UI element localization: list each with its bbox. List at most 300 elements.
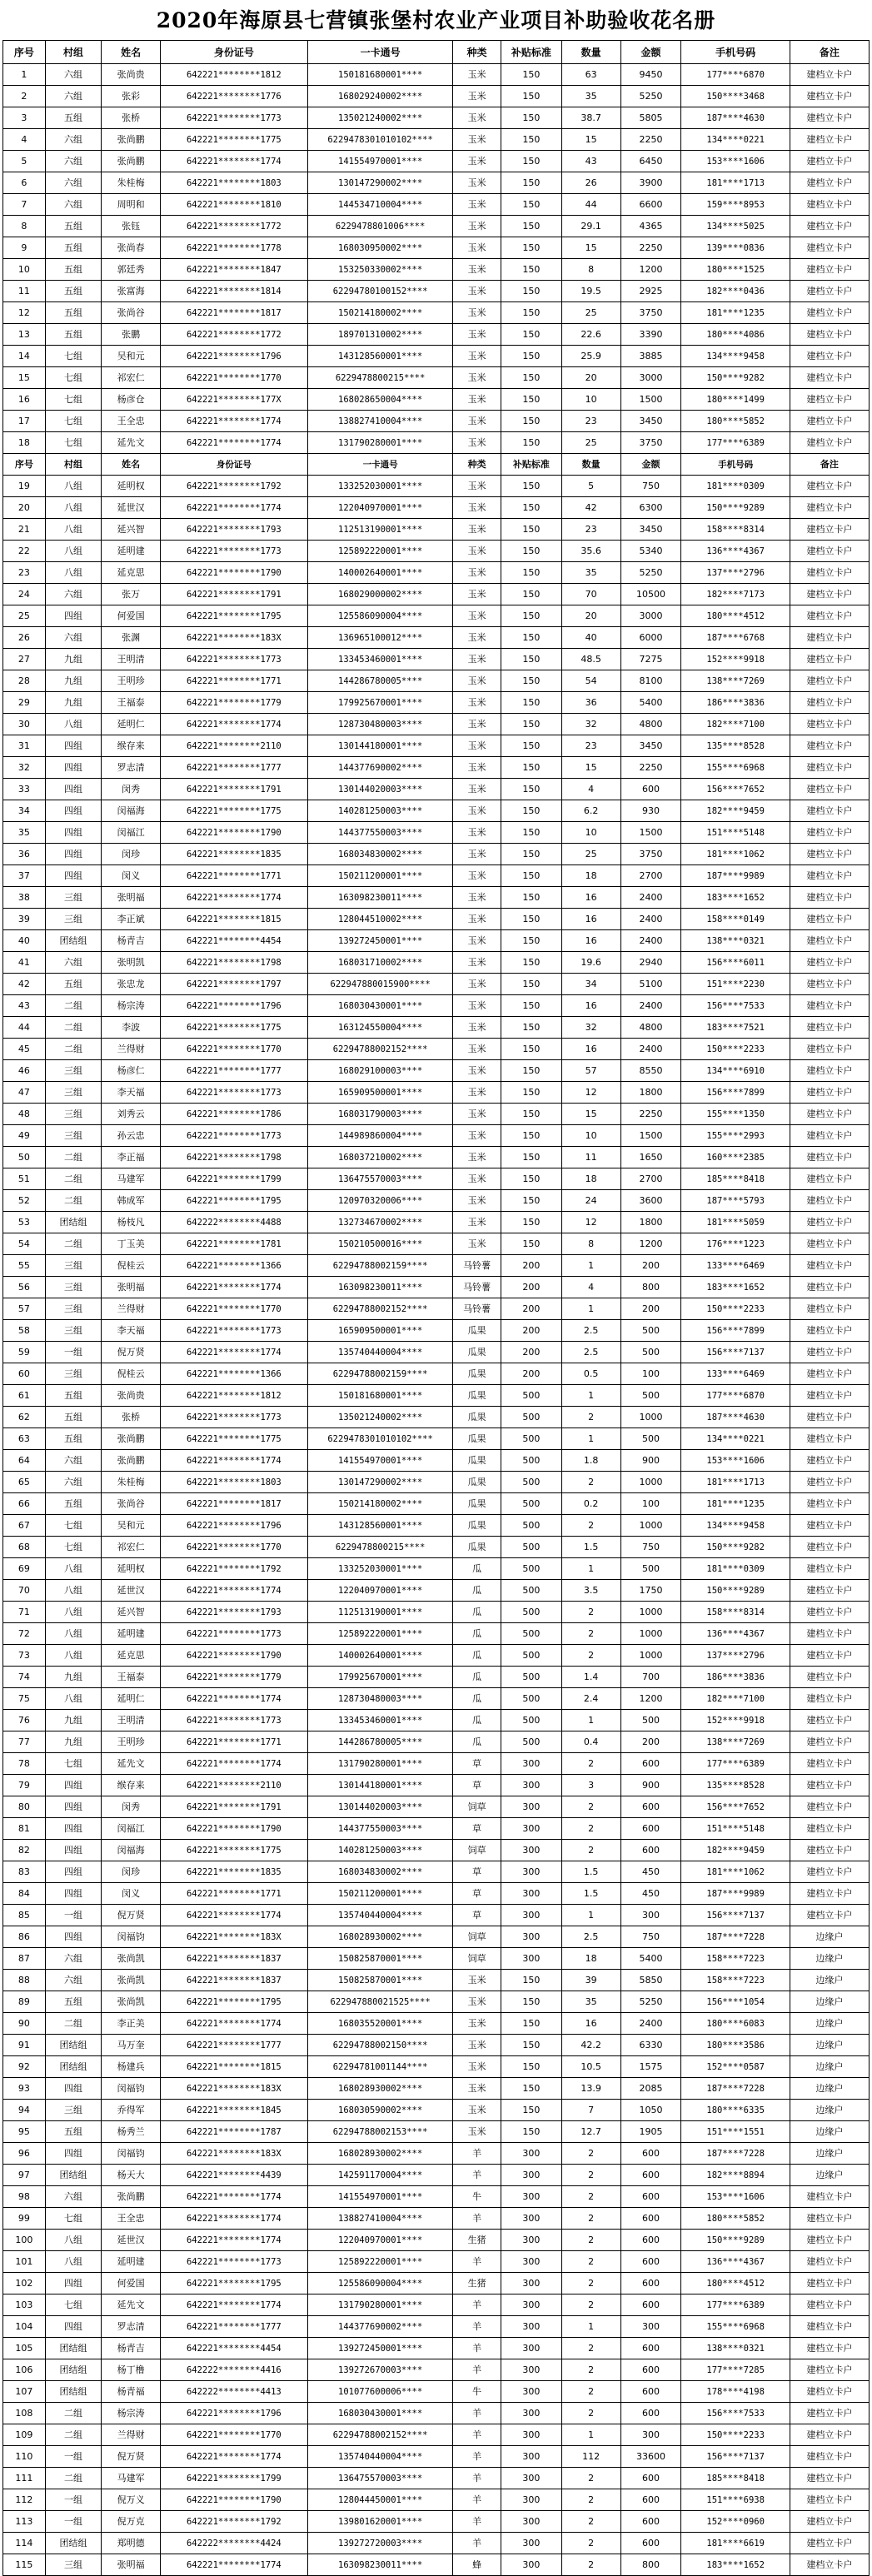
serial-cell: 19 bbox=[3, 476, 46, 497]
table-row bbox=[3, 584, 870, 605]
name-cell: 闵义 bbox=[102, 865, 161, 887]
card-number-cell: 128730480003**** bbox=[307, 1688, 453, 1710]
remark-cell: 建档立卡户 bbox=[790, 281, 869, 302]
col-header-subsidy-rate: 补贴标准 bbox=[501, 41, 561, 64]
table-row bbox=[3, 1342, 870, 1363]
phone-cell: 187****9989 bbox=[681, 865, 790, 887]
category-cell: 玉米 bbox=[453, 714, 501, 735]
table-row bbox=[3, 1039, 870, 1060]
name-cell: 祁宏仁 bbox=[102, 367, 161, 389]
quantity-cell: 24 bbox=[561, 1190, 620, 1212]
amount-cell: 8100 bbox=[620, 670, 681, 692]
id-number-cell: 642221********1774 bbox=[160, 1905, 307, 1926]
amount-cell: 600 bbox=[620, 2251, 681, 2273]
serial-cell: 80 bbox=[3, 1796, 46, 1818]
table-row bbox=[3, 1277, 870, 1298]
category-cell: 羊 bbox=[453, 2489, 501, 2511]
amount-cell: 500 bbox=[620, 1320, 681, 1342]
group-cell: 九组 bbox=[45, 1731, 101, 1753]
card-number-cell: 62294788002159**** bbox=[307, 1255, 453, 1277]
serial-cell: 44 bbox=[3, 1017, 46, 1039]
category-cell: 玉米 bbox=[453, 2100, 501, 2121]
card-number-cell: 143128560001**** bbox=[307, 346, 453, 367]
id-number-cell: 642221********1835 bbox=[160, 844, 307, 865]
table-row bbox=[3, 86, 870, 107]
table-row bbox=[3, 2511, 870, 2533]
name-cell: 吴和元 bbox=[102, 1515, 161, 1537]
serial-cell: 43 bbox=[3, 995, 46, 1017]
id-number-cell: 642221********183X bbox=[160, 2143, 307, 2165]
table-row bbox=[3, 562, 870, 584]
card-number-cell: 62294788002152**** bbox=[307, 1298, 453, 1320]
amount-cell: 2400 bbox=[620, 2013, 681, 2035]
phone-cell: 156****7137 bbox=[681, 1905, 790, 1926]
name-cell: 倪万贤 bbox=[102, 2446, 161, 2468]
serial-cell: 30 bbox=[3, 714, 46, 735]
id-number-cell: 642221********183X bbox=[160, 627, 307, 649]
quantity-cell: 0.2 bbox=[561, 1493, 620, 1515]
card-number-cell: 163098230011**** bbox=[307, 2554, 453, 2576]
serial-cell: 99 bbox=[3, 2208, 46, 2230]
name-cell: 张尚谷 bbox=[102, 1493, 161, 1515]
category-cell: 瓜 bbox=[453, 1623, 501, 1645]
id-number-cell: 642221********2110 bbox=[160, 735, 307, 757]
table-row bbox=[3, 2554, 870, 2576]
category-cell: 瓜 bbox=[453, 1731, 501, 1753]
subsidy-rate-cell: 300 bbox=[501, 2186, 561, 2208]
id-number-cell: 642221********1774 bbox=[160, 151, 307, 172]
category-cell: 玉米 bbox=[453, 411, 501, 432]
card-number-cell: 一卡通号 bbox=[307, 454, 453, 476]
card-number-cell: 130147290002**** bbox=[307, 1472, 453, 1493]
card-number-cell: 138827410004**** bbox=[307, 411, 453, 432]
id-number-cell: 642221********1773 bbox=[160, 541, 307, 562]
id-number-cell: 642221********1790 bbox=[160, 1645, 307, 1667]
amount-cell: 600 bbox=[620, 2143, 681, 2165]
phone-cell: 135****8528 bbox=[681, 735, 790, 757]
phone-cell: 134****9458 bbox=[681, 1515, 790, 1537]
remark-cell: 建档立卡户 bbox=[790, 2554, 869, 2576]
table-row bbox=[3, 1926, 870, 1948]
subsidy-rate-cell: 150 bbox=[501, 476, 561, 497]
category-cell: 玉米 bbox=[453, 930, 501, 952]
subsidy-rate-cell: 150 bbox=[501, 670, 561, 692]
table-row bbox=[3, 1818, 870, 1840]
serial-cell: 70 bbox=[3, 1580, 46, 1602]
card-number-cell: 131790280001**** bbox=[307, 1753, 453, 1775]
serial-cell: 12 bbox=[3, 302, 46, 324]
category-cell: 玉米 bbox=[453, 584, 501, 605]
serial-cell: 3 bbox=[3, 107, 46, 129]
category-cell: 羊 bbox=[453, 2316, 501, 2338]
name-cell: 闵福海 bbox=[102, 1840, 161, 1861]
id-number-cell: 642221********1770 bbox=[160, 2424, 307, 2446]
subsidy-rate-cell: 150 bbox=[501, 779, 561, 800]
phone-cell: 155****1350 bbox=[681, 1104, 790, 1125]
card-number-cell: 622947880021525**** bbox=[307, 1991, 453, 2013]
group-cell: 四组 bbox=[45, 2143, 101, 2165]
subsidy-rate-cell: 150 bbox=[501, 887, 561, 909]
id-number-cell: 642221********1787 bbox=[160, 2121, 307, 2143]
subsidy-rate-cell: 300 bbox=[501, 1818, 561, 1840]
subsidy-rate-cell: 300 bbox=[501, 1775, 561, 1796]
group-cell: 村组 bbox=[45, 454, 101, 476]
remark-cell: 建档立卡户 bbox=[790, 930, 869, 952]
id-number-cell: 642221********1792 bbox=[160, 1558, 307, 1580]
subsidy-rate-cell: 150 bbox=[501, 1212, 561, 1233]
category-cell: 饲草 bbox=[453, 1796, 501, 1818]
quantity-cell: 57 bbox=[561, 1060, 620, 1082]
table-row bbox=[3, 1905, 870, 1926]
name-cell: 祁宏仁 bbox=[102, 1537, 161, 1558]
category-cell: 玉米 bbox=[453, 151, 501, 172]
serial-cell: 22 bbox=[3, 541, 46, 562]
subsidy-rate-cell: 150 bbox=[501, 1125, 561, 1147]
group-cell: 八组 bbox=[45, 476, 101, 497]
remark-cell: 建档立卡户 bbox=[790, 324, 869, 346]
serial-cell: 11 bbox=[3, 281, 46, 302]
phone-cell: 187****4630 bbox=[681, 1407, 790, 1428]
group-cell: 六组 bbox=[45, 151, 101, 172]
id-number-cell: 642221********1795 bbox=[160, 1190, 307, 1212]
quantity-cell: 32 bbox=[561, 1017, 620, 1039]
amount-cell: 300 bbox=[620, 2316, 681, 2338]
quantity-cell: 8 bbox=[561, 259, 620, 281]
category-cell: 玉米 bbox=[453, 1082, 501, 1104]
remark-cell: 建档立卡户 bbox=[790, 2273, 869, 2294]
amount-cell: 1575 bbox=[620, 2056, 681, 2078]
group-cell: 六组 bbox=[45, 172, 101, 194]
quantity-cell: 23 bbox=[561, 411, 620, 432]
quantity-cell: 12.7 bbox=[561, 2121, 620, 2143]
group-cell: 三组 bbox=[45, 2100, 101, 2121]
table-row bbox=[3, 1883, 870, 1905]
subsidy-rate-cell: 150 bbox=[501, 1039, 561, 1060]
phone-cell: 150****9289 bbox=[681, 497, 790, 519]
subsidy-rate-cell: 150 bbox=[501, 64, 561, 86]
subsidy-rate-cell: 150 bbox=[501, 1017, 561, 1039]
subsidy-rate-cell: 150 bbox=[501, 129, 561, 151]
phone-cell: 187****6768 bbox=[681, 627, 790, 649]
serial-cell: 8 bbox=[3, 216, 46, 237]
card-number-cell: 139272670003**** bbox=[307, 2359, 453, 2381]
subsidy-rate-cell: 150 bbox=[501, 432, 561, 454]
table-row bbox=[3, 1493, 870, 1515]
quantity-cell: 2 bbox=[561, 2359, 620, 2381]
group-cell: 二组 bbox=[45, 2403, 101, 2424]
remark-cell: 边缘户 bbox=[790, 2100, 869, 2121]
subsidy-rate-cell: 150 bbox=[501, 497, 561, 519]
phone-cell: 138****0321 bbox=[681, 930, 790, 952]
quantity-cell: 16 bbox=[561, 995, 620, 1017]
id-number-cell: 642221********1366 bbox=[160, 1255, 307, 1277]
card-number-cell: 144377550003**** bbox=[307, 1818, 453, 1840]
phone-cell: 150****9289 bbox=[681, 2230, 790, 2251]
phone-cell: 180****4086 bbox=[681, 324, 790, 346]
group-cell: 四组 bbox=[45, 2078, 101, 2100]
category-cell: 草 bbox=[453, 1775, 501, 1796]
name-cell: 张明凯 bbox=[102, 952, 161, 974]
category-cell: 玉米 bbox=[453, 844, 501, 865]
table-row bbox=[3, 411, 870, 432]
remark-cell: 建档立卡户 bbox=[790, 1082, 869, 1104]
name-cell: 杨枝凡 bbox=[102, 1212, 161, 1233]
remark-cell: 建档立卡户 bbox=[790, 541, 869, 562]
group-cell: 二组 bbox=[45, 1190, 101, 1212]
amount-cell: 33600 bbox=[620, 2446, 681, 2468]
card-number-cell: 125586090004**** bbox=[307, 2273, 453, 2294]
amount-cell: 600 bbox=[620, 2359, 681, 2381]
table-row bbox=[3, 2424, 870, 2446]
quantity-cell: 1 bbox=[561, 1428, 620, 1450]
group-cell: 八组 bbox=[45, 562, 101, 584]
table-row bbox=[3, 952, 870, 974]
name-cell: 罗志清 bbox=[102, 757, 161, 779]
quantity-cell: 2 bbox=[561, 2338, 620, 2359]
id-number-cell: 642221********1837 bbox=[160, 1970, 307, 1991]
serial-cell: 91 bbox=[3, 2035, 46, 2056]
group-cell: 四组 bbox=[45, 844, 101, 865]
quantity-cell: 数量 bbox=[561, 454, 620, 476]
name-cell: 闵福江 bbox=[102, 1818, 161, 1840]
phone-cell: 156****7652 bbox=[681, 1796, 790, 1818]
serial-cell: 111 bbox=[3, 2468, 46, 2489]
card-number-cell: 131790280001**** bbox=[307, 432, 453, 454]
table-row bbox=[3, 64, 870, 86]
name-cell: 闵福钧 bbox=[102, 2143, 161, 2165]
name-cell: 延先文 bbox=[102, 1753, 161, 1775]
serial-cell: 76 bbox=[3, 1710, 46, 1731]
card-number-cell: 150181680001**** bbox=[307, 64, 453, 86]
card-number-cell: 144286780005**** bbox=[307, 670, 453, 692]
category-cell: 饲草 bbox=[453, 1926, 501, 1948]
subsidy-rate-cell: 500 bbox=[501, 1710, 561, 1731]
subsidy-rate-cell: 300 bbox=[501, 2446, 561, 2468]
subsidy-rate-cell: 150 bbox=[501, 930, 561, 952]
id-number-cell: 642221********183X bbox=[160, 2078, 307, 2100]
phone-cell: 180****1499 bbox=[681, 389, 790, 411]
id-number-cell: 642221********1795 bbox=[160, 2273, 307, 2294]
id-number-cell: 642221********1812 bbox=[160, 1385, 307, 1407]
subsidy-rate-cell: 500 bbox=[501, 1731, 561, 1753]
serial-cell: 15 bbox=[3, 367, 46, 389]
card-number-cell: 150214180002**** bbox=[307, 302, 453, 324]
group-cell: 八组 bbox=[45, 1558, 101, 1580]
id-number-cell: 642221********1793 bbox=[160, 519, 307, 541]
id-number-cell: 642221********1799 bbox=[160, 1168, 307, 1190]
card-number-cell: 163124550004**** bbox=[307, 1017, 453, 1039]
id-number-cell: 642221********1773 bbox=[160, 1082, 307, 1104]
id-number-cell: 642221********1773 bbox=[160, 2251, 307, 2273]
amount-cell: 600 bbox=[620, 779, 681, 800]
phone-cell: 156****7533 bbox=[681, 2403, 790, 2424]
amount-cell: 100 bbox=[620, 1493, 681, 1515]
amount-cell: 5340 bbox=[620, 541, 681, 562]
name-cell: 闵福海 bbox=[102, 800, 161, 822]
id-number-cell: 642221********1770 bbox=[160, 1537, 307, 1558]
quantity-cell: 1.4 bbox=[561, 1667, 620, 1688]
id-number-cell: 642221********1845 bbox=[160, 2100, 307, 2121]
quantity-cell: 1 bbox=[561, 1298, 620, 1320]
subsidy-rate-cell: 150 bbox=[501, 151, 561, 172]
card-number-cell: 150211200001**** bbox=[307, 1883, 453, 1905]
name-cell: 张尚凯 bbox=[102, 1991, 161, 2013]
phone-cell: 156****7899 bbox=[681, 1320, 790, 1342]
phone-cell: 133****6469 bbox=[681, 1255, 790, 1277]
name-cell: 杨彦仁 bbox=[102, 1060, 161, 1082]
group-cell: 八组 bbox=[45, 541, 101, 562]
name-cell: 延明仁 bbox=[102, 1688, 161, 1710]
quantity-cell: 15 bbox=[561, 129, 620, 151]
category-cell: 玉米 bbox=[453, 302, 501, 324]
id-number-cell: 642222********4488 bbox=[160, 1212, 307, 1233]
table-row bbox=[3, 346, 870, 367]
subsidy-rate-cell: 150 bbox=[501, 974, 561, 995]
phone-cell: 135****8528 bbox=[681, 1775, 790, 1796]
id-number-cell: 642221********1775 bbox=[160, 1017, 307, 1039]
amount-cell: 4800 bbox=[620, 714, 681, 735]
serial-cell: 59 bbox=[3, 1342, 46, 1363]
subsidy-rate-cell: 150 bbox=[501, 844, 561, 865]
serial-cell: 37 bbox=[3, 865, 46, 887]
name-cell: 郭廷秀 bbox=[102, 259, 161, 281]
quantity-cell: 1 bbox=[561, 1255, 620, 1277]
phone-cell: 136****4367 bbox=[681, 1623, 790, 1645]
remark-cell: 建档立卡户 bbox=[790, 584, 869, 605]
category-cell: 羊 bbox=[453, 2511, 501, 2533]
quantity-cell: 2.5 bbox=[561, 1926, 620, 1948]
phone-cell: 152****0587 bbox=[681, 2056, 790, 2078]
amount-cell: 500 bbox=[620, 1558, 681, 1580]
remark-cell: 建档立卡户 bbox=[790, 1363, 869, 1385]
group-cell: 二组 bbox=[45, 1017, 101, 1039]
amount-cell: 1750 bbox=[620, 1580, 681, 1602]
quantity-cell: 12 bbox=[561, 1212, 620, 1233]
amount-cell: 800 bbox=[620, 1277, 681, 1298]
serial-cell: 95 bbox=[3, 2121, 46, 2143]
remark-cell: 建档立卡户 bbox=[790, 1277, 869, 1298]
quantity-cell: 1 bbox=[561, 2424, 620, 2446]
quantity-cell: 5 bbox=[561, 476, 620, 497]
id-number-cell: 642221********1773 bbox=[160, 649, 307, 670]
table-subheader-row bbox=[3, 454, 870, 476]
phone-cell: 137****2796 bbox=[681, 1645, 790, 1667]
id-number-cell: 642221********1790 bbox=[160, 562, 307, 584]
quantity-cell: 3 bbox=[561, 1775, 620, 1796]
table-row bbox=[3, 151, 870, 172]
name-cell: 延先文 bbox=[102, 2294, 161, 2316]
id-number-cell: 642221********1774 bbox=[160, 887, 307, 909]
remark-cell: 建档立卡户 bbox=[790, 216, 869, 237]
card-number-cell: 140002640001**** bbox=[307, 562, 453, 584]
serial-cell: 14 bbox=[3, 346, 46, 367]
subsidy-rate-cell: 补贴标准 bbox=[501, 454, 561, 476]
category-cell: 羊 bbox=[453, 2294, 501, 2316]
table-row bbox=[3, 692, 870, 714]
serial-cell: 45 bbox=[3, 1039, 46, 1060]
name-cell: 张彩 bbox=[102, 86, 161, 107]
name-cell: 杨秀兰 bbox=[102, 2121, 161, 2143]
card-number-cell: 62294788002159**** bbox=[307, 1363, 453, 1385]
quantity-cell: 16 bbox=[561, 909, 620, 930]
id-number-cell: 642221********1774 bbox=[160, 714, 307, 735]
quantity-cell: 23 bbox=[561, 519, 620, 541]
id-number-cell: 642221********1774 bbox=[160, 497, 307, 519]
subsidy-rate-cell: 300 bbox=[501, 2230, 561, 2251]
quantity-cell: 35 bbox=[561, 86, 620, 107]
phone-cell: 183****1652 bbox=[681, 1277, 790, 1298]
table-row bbox=[3, 1731, 870, 1753]
amount-cell: 450 bbox=[620, 1883, 681, 1905]
group-cell: 四组 bbox=[45, 2273, 101, 2294]
serial-cell: 58 bbox=[3, 1320, 46, 1342]
card-number-cell: 6229478801006**** bbox=[307, 216, 453, 237]
amount-cell: 600 bbox=[620, 2338, 681, 2359]
id-number-cell: 642221********1774 bbox=[160, 2186, 307, 2208]
phone-cell: 180****5852 bbox=[681, 2208, 790, 2230]
serial-cell: 82 bbox=[3, 1840, 46, 1861]
card-number-cell: 140281250003**** bbox=[307, 1840, 453, 1861]
subsidy-rate-cell: 300 bbox=[501, 2165, 561, 2186]
card-number-cell: 125892220001**** bbox=[307, 541, 453, 562]
table-row bbox=[3, 476, 870, 497]
card-number-cell: 150181680001**** bbox=[307, 1385, 453, 1407]
category-cell: 羊 bbox=[453, 2359, 501, 2381]
phone-cell: 152****9918 bbox=[681, 649, 790, 670]
table-row bbox=[3, 2294, 870, 2316]
id-number-cell: 642222********4424 bbox=[160, 2533, 307, 2554]
category-cell: 玉米 bbox=[453, 2056, 501, 2078]
serial-cell: 23 bbox=[3, 562, 46, 584]
subsidy-rate-cell: 200 bbox=[501, 1255, 561, 1277]
card-number-cell: 150825870001**** bbox=[307, 1948, 453, 1970]
serial-cell: 31 bbox=[3, 735, 46, 757]
name-cell: 李正斌 bbox=[102, 909, 161, 930]
amount-cell: 2400 bbox=[620, 887, 681, 909]
subsidy-rate-cell: 150 bbox=[501, 865, 561, 887]
phone-cell: 182****7100 bbox=[681, 1688, 790, 1710]
id-number-cell: 642221********1774 bbox=[160, 1688, 307, 1710]
name-cell: 王明珍 bbox=[102, 670, 161, 692]
remark-cell: 建档立卡户 bbox=[790, 800, 869, 822]
category-cell: 玉米 bbox=[453, 1039, 501, 1060]
group-cell: 二组 bbox=[45, 2424, 101, 2446]
quantity-cell: 25 bbox=[561, 844, 620, 865]
quantity-cell: 10.5 bbox=[561, 2056, 620, 2078]
name-cell: 张明福 bbox=[102, 1277, 161, 1298]
table-row bbox=[3, 2316, 870, 2338]
category-cell: 玉米 bbox=[453, 800, 501, 822]
quantity-cell: 2 bbox=[561, 1623, 620, 1645]
subsidy-rate-cell: 150 bbox=[501, 584, 561, 605]
name-cell: 延明仁 bbox=[102, 714, 161, 735]
card-number-cell: 62294788002150**** bbox=[307, 2035, 453, 2056]
quantity-cell: 2 bbox=[561, 1645, 620, 1667]
quantity-cell: 22.6 bbox=[561, 324, 620, 346]
amount-cell: 5250 bbox=[620, 1991, 681, 2013]
remark-cell: 建档立卡户 bbox=[790, 1602, 869, 1623]
phone-cell: 180****4512 bbox=[681, 605, 790, 627]
category-cell: 玉米 bbox=[453, 1190, 501, 1212]
quantity-cell: 25 bbox=[561, 432, 620, 454]
subsidy-rate-cell: 150 bbox=[501, 1190, 561, 1212]
subsidy-rate-cell: 500 bbox=[501, 1428, 561, 1450]
phone-cell: 180****1525 bbox=[681, 259, 790, 281]
remark-cell: 建档立卡户 bbox=[790, 1861, 869, 1883]
subsidy-rate-cell: 150 bbox=[501, 2013, 561, 2035]
table-row bbox=[3, 432, 870, 454]
id-number-cell: 642222********4416 bbox=[160, 2359, 307, 2381]
